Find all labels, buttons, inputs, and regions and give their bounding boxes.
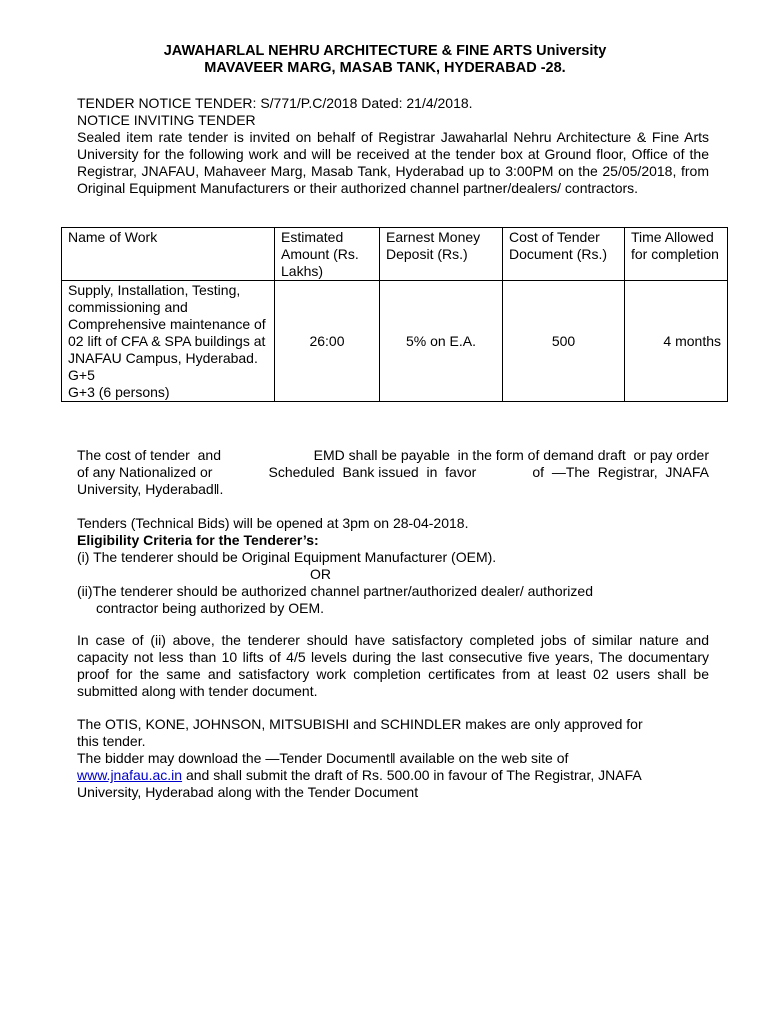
cell-name-of-work bbox=[62, 281, 275, 402]
header-name-of-work: Name of Work bbox=[62, 228, 275, 281]
cell-earnest-money: 5% on E.A. bbox=[380, 281, 503, 402]
submit-draft-text: and shall submit the draft of Rs. 500.00 in favour of The Registrar, JNAFA bbox=[182, 767, 642, 783]
university-name: JAWAHARLAL NEHRU ARCHITECTURE & FINE ARTS University bbox=[163, 43, 607, 59]
payment-line-2b: Scheduled Bank issued in favor bbox=[268, 464, 477, 480]
notice-inviting-tender: NOTICE INVITING TENDER bbox=[77, 112, 256, 128]
eligibility-title: Eligibility Criteria for the Tenderer’s: bbox=[77, 532, 319, 548]
eligibility-section bbox=[77, 515, 709, 617]
tender-table-header-row bbox=[62, 228, 728, 281]
eligibility-criterion-2-cont: contractor being authorized by OEM. bbox=[96, 600, 325, 616]
eligibility-or: OR bbox=[310, 566, 331, 582]
approved-makes-section bbox=[77, 716, 709, 801]
tender-notice-number: TENDER NOTICE TENDER: S/771/P.C/2018 Dated: 21/4/2018. bbox=[77, 95, 473, 111]
payment-line-2c: of ―The Registrar, JNAFA bbox=[532, 464, 709, 480]
payment-line-1 bbox=[77, 447, 709, 464]
cell-cost-of-tender: 500 bbox=[503, 281, 625, 402]
payment-line-2a: of any Nationalized or bbox=[77, 464, 213, 480]
approved-makes-line-1: The OTIS, KONE, JOHNSON, MITSUBISHI and SCHINDLER makes are only approved for bbox=[77, 716, 643, 732]
payment-line-1b: EMD shall be payable in the form of demand draft or pay order bbox=[313, 447, 709, 463]
document-header bbox=[0, 43, 770, 77]
tender-intro bbox=[77, 95, 709, 197]
eligibility-criterion-1: (i) The tenderer should be Original Equipment Manufacturer (OEM). bbox=[77, 549, 497, 565]
university-address: MAVAVEER MARG, MASAB TANK, HYDERABAD -28. bbox=[204, 60, 566, 76]
approved-makes-line-2: this tender. bbox=[77, 733, 146, 749]
tender-table bbox=[61, 227, 728, 402]
eligibility-criterion-2: (ii)The tenderer should be authorized channel partner/authorized dealer/ authorized bbox=[77, 583, 593, 599]
bid-opening-date: Tenders (Technical Bids) will be opened at 3pm on 28-04-2018. bbox=[77, 515, 469, 531]
payment-line-3: University, Hyderabad‖. bbox=[77, 481, 224, 497]
experience-paragraph: In case of (ii) above, the tenderer should have satisfactory completed jobs of similar nature and capacity not less than 10 lifts of 4/5 levels during the last consecutive five years, The documentary proof for the same and satisfactory work completion certificates from at least 02 users shall be submitted along with tender document. bbox=[77, 632, 709, 699]
website-link[interactable]: www.jnafau.ac.in bbox=[77, 767, 183, 783]
tender-intro-paragraph: Sealed item rate tender is invited on behalf of Registrar Jawaharlal Nehru Architecture & Fine Arts University for the following work and will be received at the tender box at Ground floor, Office of the Registrar, JNAFAU, Mahaveer Marg, Masab Tank, Hyderabad up to 3:00PM on the 25/05/2018, from Original Equipment Manufacturers or their authorized channel partner/dealers/ contractors. bbox=[77, 129, 709, 196]
header-estimated-amount: Estimated Amount (Rs. Lakhs) bbox=[275, 228, 380, 281]
tender-table-row bbox=[62, 281, 728, 402]
work-description: Supply, Installation, Testing, commissioning and Comprehensive maintenance of 02 lift of CFA & SPA buildings at JNAFAU Campus, Hyderabad. bbox=[68, 282, 266, 366]
header-time-allowed: Time Allowed for completion bbox=[625, 228, 728, 281]
download-instruction-cont bbox=[77, 767, 709, 784]
payment-paragraph bbox=[77, 447, 709, 498]
cell-time-allowed: 4 months bbox=[625, 281, 728, 402]
payment-line-1a: The cost of tender and bbox=[77, 447, 221, 463]
cell-estimated-amount: 26:00 bbox=[275, 281, 380, 402]
header-earnest-money: Earnest Money Deposit (Rs.) bbox=[380, 228, 503, 281]
payment-line-2 bbox=[77, 464, 709, 481]
work-g5: G+5 bbox=[68, 367, 95, 383]
download-instruction: The bidder may download the ―Tender Document‖ available on the web site of bbox=[77, 750, 569, 766]
work-g3: G+3 (6 persons) bbox=[68, 384, 170, 400]
header-cost-of-tender: Cost of Tender Document (Rs.) bbox=[503, 228, 625, 281]
download-instruction-end: University, Hyderabad along with the Tender Document bbox=[77, 784, 419, 800]
